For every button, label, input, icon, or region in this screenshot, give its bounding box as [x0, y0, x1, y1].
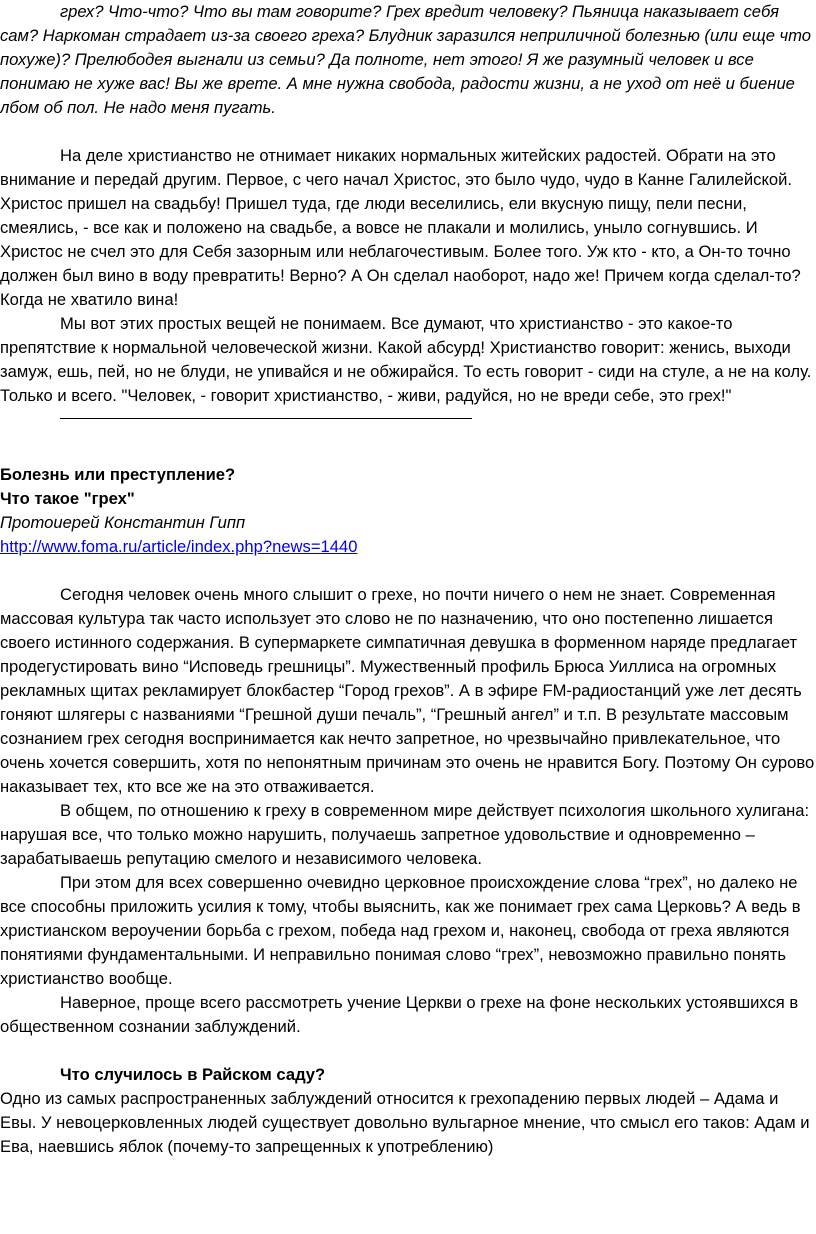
spacer [0, 443, 816, 463]
opening-quote: грех? Что-что? Что вы там говорите? Грех вредит человеку? Пьяница наказывает себя сам? Наркоман страдает из-за своего греха? Блудник заразился неприличной болезнью (или еще что похуже)? Прелюбодея выгнали из семьи? Да полноте, нет этого! Я же разумный человек и все понимаю не хуже вас! Вы же врете. А мне нужна свобода, радости жизни, а не уход от неё и биение лбом об пол. Не надо меня пугать. [0, 2, 812, 117]
article-title-line-2: Что такое "грех" [0, 489, 135, 508]
paragraph-christianity-joys: На деле христианство не отнимает никаких нормальных житейских радостей. Обрати на это внимание и передай другим. Первое, с чего начал Христос, это было чудо, чудо в Канне Галилейской. Христос пришел на свадьбу! Пришел туда, где люди веселились, ели вкусную пищу, пели песни, смеялись, - все как и положено на свадьбе, а вовсе не плакали и молились, уныло согнувшись. И Христос не счел это для Себя зазорным или неблагочестивым. Более того. Уж кто - кто, а Он-то точно должен был вино в воду превратить! Верно? А Он сделал наоборот, надо же! Причем когда сделал-то? Когда не хватило вина! [0, 146, 801, 309]
article-link[interactable]: http://www.foma.ru/article/index.php?news=1440 [0, 537, 358, 556]
paragraph-church-origin: При этом для всех совершенно очевидно церковное происхождение слова “грех”, но далеко не все способны приложить усилия к тому, чтобы выяснить, как же понимает грех сама Церковь? А ведь в христианском вероучении борьба с грехом, победа над грехом и, наконец, свобода от греха являются понятиями фундаментальными. И неправильно понимая слово “грех”, невозможно правильно понять христианство вообще. [0, 873, 801, 988]
paragraph-simple-things: Мы вот этих простых вещей не понимаем. Все думают, что христианство - это какое-то препятствие к нормальной человеческой жизни. Какой абсурд! Христианство говорит: женись, выходи замуж, ешь, пей, но не блуди, не упивайся и не обжирайся. То есть говорит - сиди на стуле, а не на колу. Только и всего. "Человек, - говорит христианство, - живи, радуйся, но не вреди себе, это грех!" [0, 314, 812, 405]
spacer [0, 120, 816, 144]
paragraph-sin-today: Сегодня человек очень много слышит о грехе, но почти ничего о нем не знает. Современная массовая культура так часто использует это слово не по назначению, что оно постепенно лишается своего истинного содержания. В супермаркете симпатичная девушка в форменном наряде предлагает продегустировать вино “Исповедь грешницы”. Мужественный профиль Брюса Уиллиса на огромных рекламных щитах рекламирует блокбастер “Город грехов”. А в эфире FM-радиостанций уже лет десять гоняют шлягеры с названиями “Грешной души печаль”, “Грешный ангел” и т.п. В результате массовым сознанием грех сегодня воспринимается как нечто запретное, но чрезвычайно привлекательное, что очень хочется совершить, хотя по непонятным причинам это очень не нравится Богу. Поэтому Он сурово наказывает тех, кто все же на это отваживается. [0, 585, 815, 796]
section-heading-paradise: Что случилось в Райском саду? [60, 1065, 326, 1084]
article-author: Протоиерей Константин Гипп [0, 513, 246, 532]
paragraph-misconceptions: Наверное, проще всего рассмотреть учение Церкви о грехе на фоне нескольких устоявшихся в общественном сознании заблуждений. [0, 993, 799, 1036]
spacer [0, 419, 816, 443]
paragraph-adam-eve: Одно из самых распространенных заблуждений относится к грехопадению первых людей – Адама и Евы. У невоцерковленных людей существует довольно вульгарное мнение, что смысл его таков: Адам и Ева, наевшись яблок (почему-то запрещенных к употреблению) [0, 1089, 810, 1156]
article-title-line-1: Болезнь или преступление? [0, 465, 236, 484]
spacer [0, 1039, 816, 1063]
spacer [0, 559, 816, 583]
paragraph-hooligan: В общем, по отношению к греху в современном мире действует психология школьного хулигана: нарушая все, что только можно нарушить, получаешь запретное удовольствие и одновременно – зарабатываешь репутацию смелого и независимого человека. [0, 801, 810, 868]
